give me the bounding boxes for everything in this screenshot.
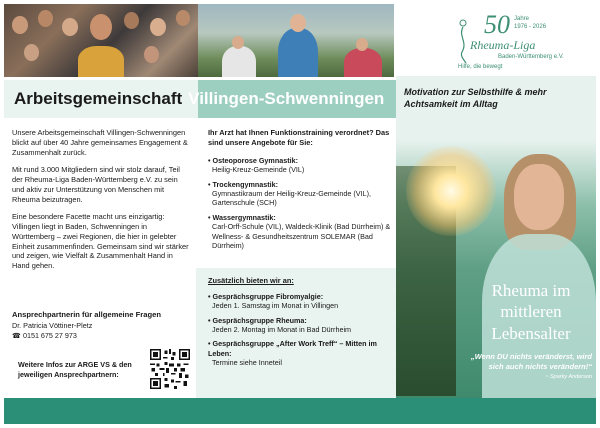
list-item: • Gesprächsgruppe Fibromyalgie: Jeden 1. Samstag im Monat in Villingen xyxy=(208,292,339,311)
page-title-part2: Villingen-Schwenningen xyxy=(188,89,385,108)
list-item: • Gesprächsgruppe „After Work Treff“ – Mitten im Leben: Termine siehe Inneteil xyxy=(208,339,377,368)
contact-phone[interactable]: ☎ 0151 675 27 973 xyxy=(12,331,77,340)
quote-text: „Wenn DU nichts veränderst, wird sich auch nichts verändern!“ xyxy=(470,352,592,371)
offers-question: Ihr Arzt hat Ihnen Funktionstraining verordnet? Das sind unsere Angebote für Sie: xyxy=(208,128,390,147)
contact-title: Ansprechpartnerin für allgemeine Fragen xyxy=(12,310,161,319)
list-item: • Osteoporose Gymnastik: Heilig-Kreuz-Gemeinde (VIL) xyxy=(208,156,305,175)
smiling-woman xyxy=(514,164,564,230)
group-photo xyxy=(4,4,198,77)
hero-panel xyxy=(396,76,596,398)
footer-bar xyxy=(4,398,596,424)
hero-headline: Rheuma im mittleren Lebensalter xyxy=(491,281,571,343)
sunlight xyxy=(406,146,496,236)
intro-paragraph: Mit rund 3.000 Mitgliedern sind wir stolz darauf, Teil der Rheuma-Liga Baden-Württemberg e.V. zu sein und aktiv zur Unterstützung von Menschen mit Rheuma beizutragen. xyxy=(12,165,180,204)
anniversary-label: Jahre xyxy=(514,16,530,22)
list-item: • Wassergymnastik: Carl-Orff-Schule (VIL), Waldeck-Klinik (Bad Dürrheim) & Wellness- & Gesundheitszentrum SOLEMAR (Bad Dürrheim) xyxy=(208,212,391,250)
yoga-photo xyxy=(198,4,394,77)
qr-code-icon[interactable] xyxy=(150,349,190,389)
anniversary-years: 1976 - 2026 xyxy=(514,24,547,30)
motivation-headline: Motivation zur Selbsthilfe & mehr Achtsamkeit im Alltag xyxy=(404,87,547,110)
title-bar xyxy=(4,80,396,118)
brand-name: Rheuma-Liga xyxy=(470,38,536,52)
quote-author: ~ Sparky Anderson xyxy=(545,374,592,380)
extra-offers-title: Zusätzlich bieten wir an: xyxy=(208,276,294,285)
anniversary-number: 50 xyxy=(484,10,510,39)
contact-name: Dr. Patricia Vöttiner-Pletz xyxy=(12,321,93,330)
list-item: • Gesprächsgruppe Rheuma: Jeden 2. Montag im Monat in Bad Dürrheim xyxy=(208,315,352,335)
groups-list xyxy=(208,292,394,373)
intro-paragraph: Eine besondere Facette macht uns einzigartig: Villingen liegt in Baden, Schwenningen in Württemberg – zwei Regionen, die hier in gelebter Einheit zusammenfinden. Gemeinsam sind wir stärker und zeigen, wie Vielfalt & Zusammenhalt Hand in Hand gehen. xyxy=(12,212,189,271)
more-info-text: Weitere Infos zur ARGE VS & den jeweiligen Ansprechpartnern: xyxy=(18,360,132,379)
brand-claim: Hilfe, die bewegt xyxy=(458,64,503,70)
brand-region: Baden-Württemberg e.V. xyxy=(498,54,564,60)
intro-text xyxy=(12,128,190,279)
intro-paragraph: Unsere Arbeitsgemeinschaft Villingen-Schwenningen blickt auf über 40 Jahre gemeinsames Engagement & Zusammenhalt zurück. xyxy=(12,128,188,157)
offers-list xyxy=(208,156,394,255)
rheuma-liga-logo xyxy=(440,8,590,74)
list-item: • Trockengymnastik: Gymnastikraum der Heilig-Kreuz-Gemeinde (VIL), Gartenschule (SCH) xyxy=(208,179,371,208)
page-title xyxy=(14,89,384,109)
page-title-part1: Arbeitsgemeinschaft xyxy=(14,89,183,108)
